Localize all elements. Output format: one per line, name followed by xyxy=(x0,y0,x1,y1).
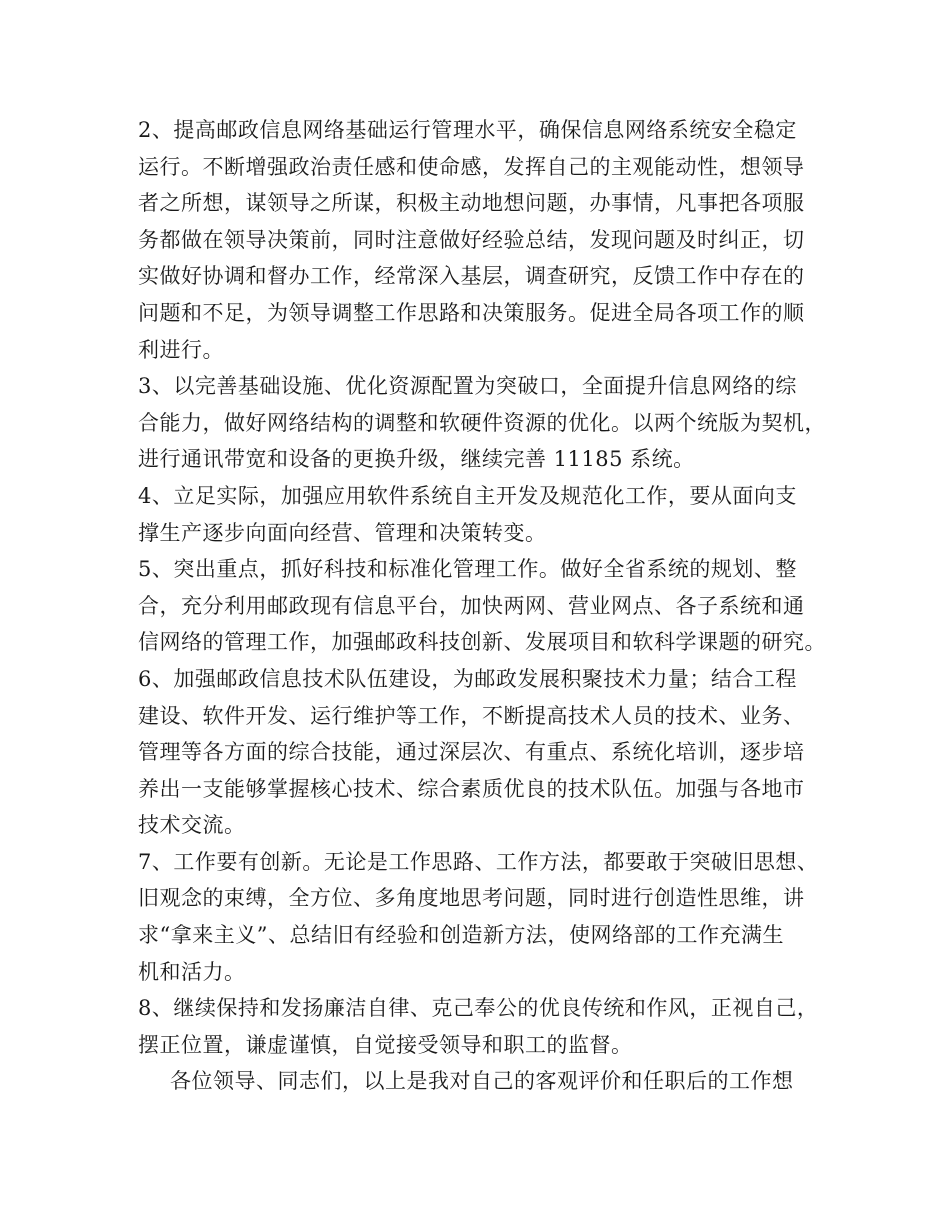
paragraph-item-3 xyxy=(138,368,828,478)
paragraph-closing xyxy=(138,1063,828,1100)
text-line: 技术交流。 xyxy=(138,813,246,838)
text-line: 3、以完善基础设施、优化资源配置为突破口，全面提升信息网络的综 xyxy=(138,374,797,399)
text-line: 撑生产逐步向面向经营、管理和决策转变。 xyxy=(138,520,547,545)
text-line: 8、继续保持和发扬廉洁自律、克己奉公的优良传统和作风，正视自己， xyxy=(138,996,819,1021)
paragraph-item-7 xyxy=(138,844,828,990)
text-line: 管理等各方面的综合技能，通过深层次、有重点、系统化培训，逐步培 xyxy=(138,740,805,765)
text-line: 机和活力。 xyxy=(138,959,246,984)
text-line: 各位领导、同志们，以上是我对自己的客观评价和任职后的工作想 xyxy=(170,1069,794,1094)
text-line: 者之所想，谋领导之所谋，积极主动地想问题，办事情，凡事把各项服 xyxy=(138,191,805,216)
text-line: 问题和不足，为领导调整工作思路和决策服务。促进全局各项工作的顺 xyxy=(138,300,805,325)
text-line: 实做好协调和督办工作，经常深入基层，调查研究，反馈工作中存在的 xyxy=(138,264,805,289)
text-line: 信网络的管理工作，加强邮政科技创新、发展项目和软科学课题的研究。 xyxy=(138,630,826,655)
text-line: 合，充分利用邮政现有信息平台，加快两网、营业网点、各子系统和通 xyxy=(138,593,805,618)
paragraph-item-2 xyxy=(138,112,828,368)
text-line: 旧观念的束缚，全方位、多角度地思考问题，同时进行创造性思维，讲 xyxy=(138,886,805,911)
document-body xyxy=(138,112,828,1100)
text-line: 进行通讯带宽和设备的更换升级，继续完善 11185 系统。 xyxy=(138,447,695,472)
paragraph-item-8 xyxy=(138,990,828,1063)
text-line: 4、立足实际，加强应用软件系统自主开发及规范化工作，要从面向支 xyxy=(138,483,797,508)
text-line: 建设、软件开发、运行维护等工作，不断提高技术人员的技术、业务、 xyxy=(138,703,805,728)
paragraph-item-5 xyxy=(138,551,828,661)
text-line: 6、加强邮政信息技术队伍建设，为邮政发展积聚技术力量；结合工程 xyxy=(138,666,797,691)
text-line: 摆正位置，谦虚谨慎，自觉接受领导和职工的监督。 xyxy=(138,1032,633,1057)
text-line: 务都做在领导决策前，同时注意做好经验总结，发现问题及时纠正，切 xyxy=(138,227,805,252)
text-line: 利进行。 xyxy=(138,337,224,362)
paragraph-item-6 xyxy=(138,661,828,844)
text-line: 7、工作要有创新。无论是工作思路、工作方法，都要敢于突破旧思想、 xyxy=(138,849,819,874)
text-line: 合能力，做好网络结构的调整和软硬件资源的优化。以两个统版为契机， xyxy=(138,410,826,435)
text-line: 运行。不断增强政治责任感和使命感，发挥自己的主观能动性，想领导 xyxy=(138,154,805,179)
text-line: 2、提高邮政信息网络基础运行管理水平，确保信息网络系统安全稳定 xyxy=(138,118,797,142)
paragraph-item-4 xyxy=(138,478,828,551)
text-line: 养出一支能够掌握核心技术、综合素质优良的技术队伍。加强与各地市 xyxy=(138,776,805,801)
text-line: 5、突出重点，抓好科技和标准化管理工作。做好全省系统的规划、整 xyxy=(138,557,797,582)
text-line: 求“拿来主义”、总结旧有经验和创造新方法，使网络部的工作充满生 xyxy=(138,923,784,948)
